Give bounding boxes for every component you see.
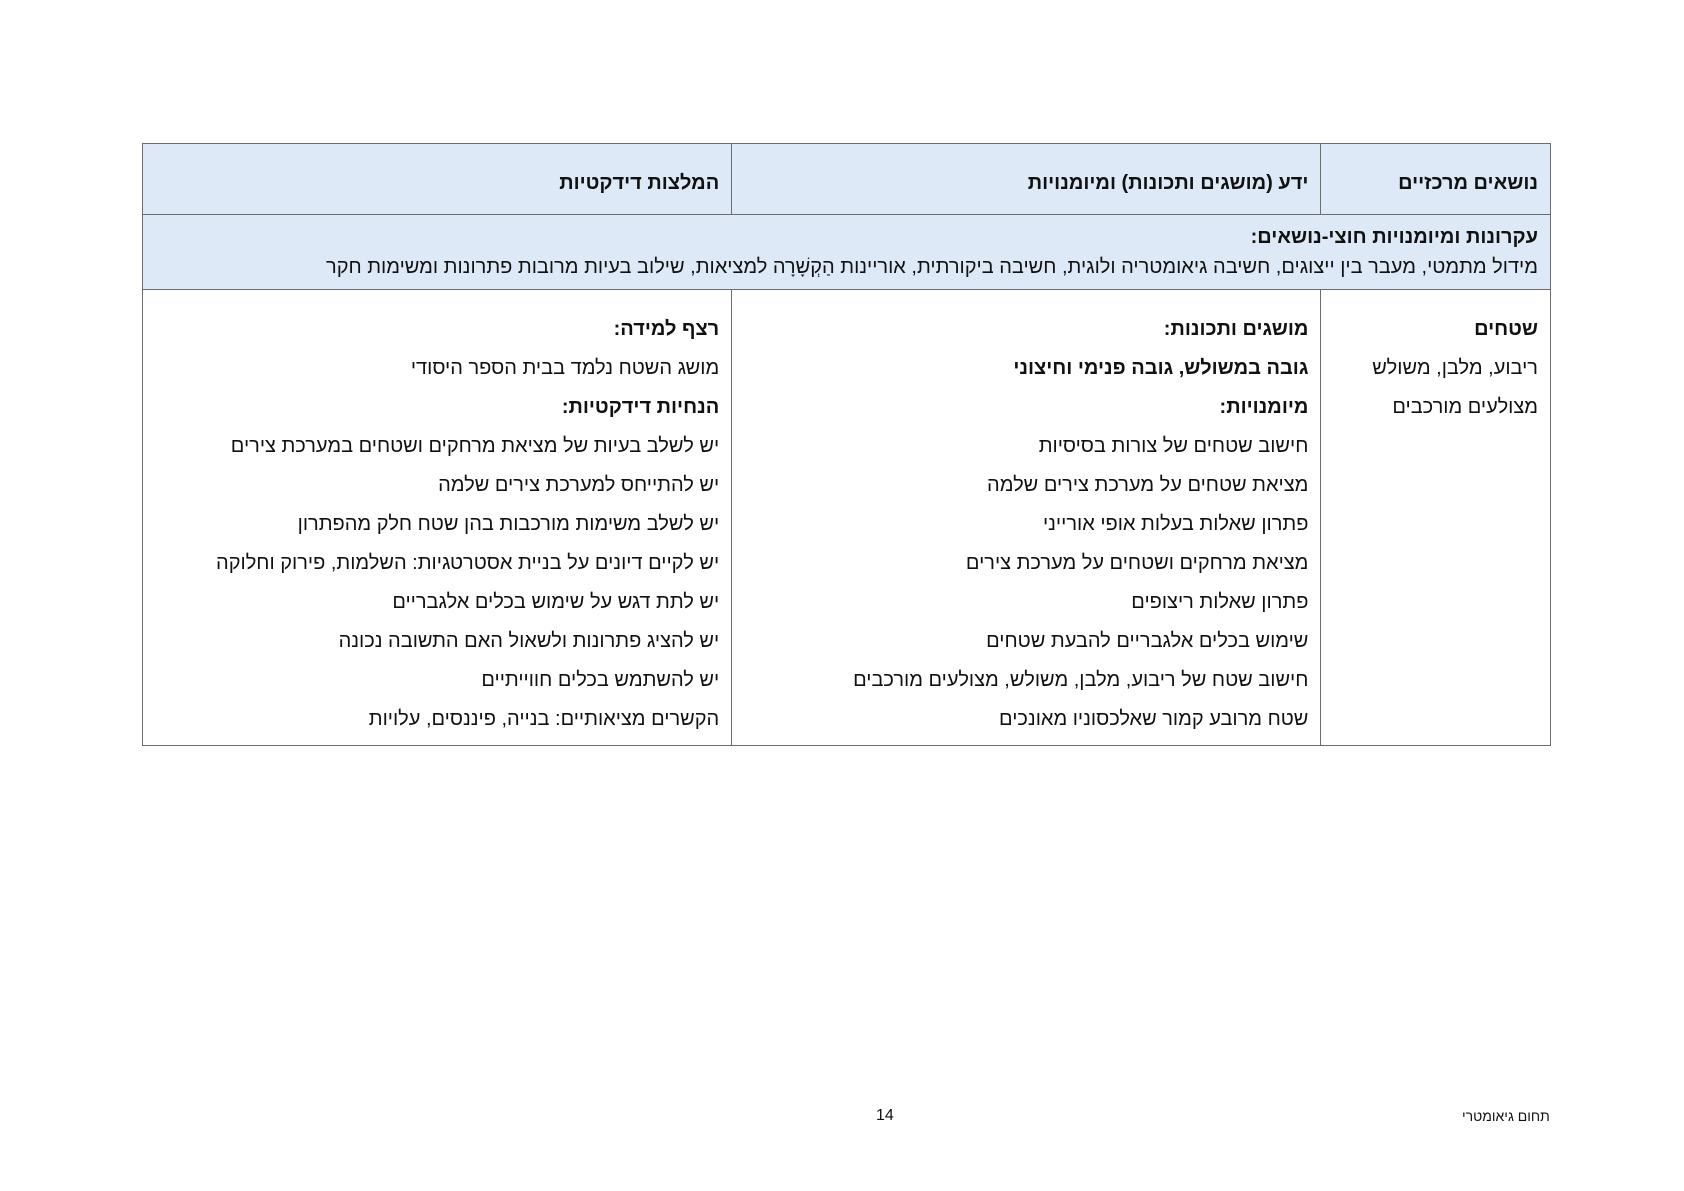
skill-item: שטח מרובע קמור שאלכסוניו מאונכים — [999, 708, 1309, 730]
concepts-title: מושגים ותכונות: — [1163, 318, 1309, 340]
guideline-item: יש לקיים דיונים על בניית אסטרטגיות: השלמות, פירוק וחלוקה — [216, 552, 720, 574]
topic-line: ריבוע, מלבן, משולש — [1372, 357, 1538, 379]
guideline-item: יש לשלב משימות מורכבות בהן שטח חלק מהפתרון — [297, 513, 720, 535]
cross-cutting-row — [143, 215, 1551, 290]
page-number: 14 — [876, 1107, 894, 1124]
recommendations-cell — [143, 290, 732, 746]
skill-item: חישוב שטחים של צורות בסיסיות — [1038, 435, 1309, 457]
topic-line: מצולעים מורכבים — [1392, 396, 1538, 418]
guideline-item: הקשרים מציאותיים: בנייה, פיננסים, עלויות — [368, 708, 720, 730]
header-row — [143, 144, 1551, 215]
topic-row — [143, 290, 1551, 746]
skills-title: מיומנויות: — [1219, 396, 1309, 418]
header-topics: נושאים מרכזיים — [1321, 144, 1551, 215]
skill-item: פתרון שאלות ריצופים — [1131, 591, 1309, 613]
header-knowledge: ידע (מושגים ותכונות) ומיומנויות — [732, 144, 1321, 215]
skill-item: מציאת שטחים על מערכת צירים שלמה — [987, 474, 1309, 496]
header-recommendations: המלצות דידקטיות — [143, 144, 732, 215]
topics-cell — [1321, 290, 1551, 746]
knowledge-cell — [732, 290, 1321, 746]
skill-item: שימוש בכלים אלגבריים להבעת שטחים — [986, 630, 1309, 652]
topic-title: שטחים — [1474, 318, 1538, 340]
cross-cutting-text: מידול מתמטי, מעבר בין ייצוגים, חשיבה גיאומטריה ולוגית, חשיבה ביקורתית, אוריינות הַקְשָׁרָה למציאות, שילוב בעיות מרובות פתרונות ומשימות חקר — [326, 256, 1538, 278]
skill-item: חישוב שטח של ריבוע, מלבן, משולש, מצולעים מורכבים — [853, 669, 1309, 691]
guideline-item: יש לשלב בעיות של מציאת מרחקים ושטחים במערכת צירים — [230, 435, 720, 457]
guideline-item: יש להציג פתרונות ולשאול האם התשובה נכונה — [338, 630, 720, 652]
sequence-text: מושג השטח נלמד בבית הספר היסודי — [410, 357, 720, 379]
footer-section-title: תחום גיאומטרי — [1462, 1108, 1550, 1124]
sequence-title: רצף למידה: — [613, 318, 720, 340]
skill-item: מציאת מרחקים ושטחים על מערכת צירים — [965, 552, 1309, 574]
guideline-item: יש לתת דגש על שימוש בכלים אלגבריים — [392, 591, 720, 613]
cross-cutting-cell — [143, 215, 1551, 290]
concepts-text: גובה במשולש, גובה פנימי וחיצוני — [1013, 357, 1309, 379]
guideline-item: יש להתייחס למערכת צירים שלמה — [438, 474, 720, 496]
skill-item: פתרון שאלות בעלות אופי אורייני — [1042, 513, 1309, 535]
guideline-item: יש להשתמש בכלים חווייתיים — [481, 669, 720, 691]
guidelines-title: הנחיות דידקטיות: — [561, 396, 720, 418]
curriculum-table — [142, 143, 1551, 746]
cross-cutting-title: עקרונות ומיומנויות חוצי-נושאים: — [1250, 226, 1538, 248]
